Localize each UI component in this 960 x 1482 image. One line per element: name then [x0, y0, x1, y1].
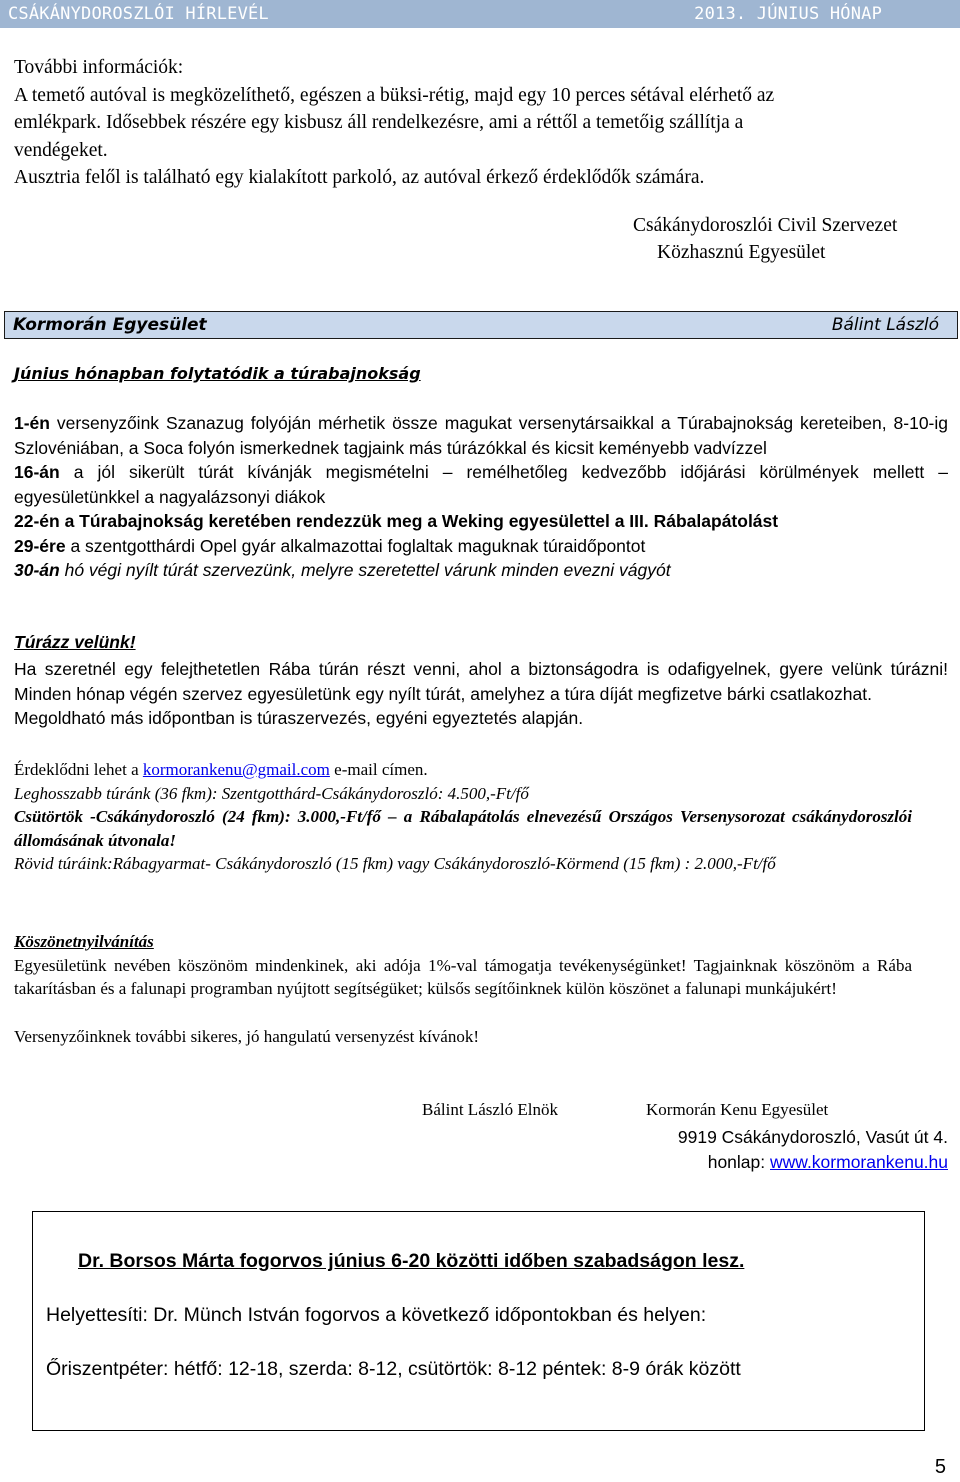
civil-org-signature-2: Közhasznú Egyesület: [657, 242, 826, 263]
newsletter-issue-date: 2013. JÚNIUS HÓNAP: [694, 4, 882, 24]
intro-line: Ausztria felől is található egy kialakított parkoló, az autóval érkező érdeklődők számára.: [14, 167, 705, 188]
schedule-item: 1-én versenyzőink Szanazug folyóján mérhetik össze magukat versenytársaikkal a Túrabajnokság kereteiben, 8-10-ig Szlovéniában, a Soca folyón ismerkednek tagjaink más túrázókkal és kicsit keményebb vadvízzel: [14, 413, 948, 458]
schedule-item: 29-ére a szentgotthárdi Opel gyár alkalmazottai foglaltak maguknak túraidőpontot: [14, 535, 646, 556]
signer-address: 9919 Csákánydoroszló, Vasút út 4.: [677, 1127, 948, 1147]
call-to-action: Túrázz velünk!: [14, 632, 136, 652]
thanks-paragraph: Egyesületünk nevében köszönöm mindenkinek, aki adója 1%-val támogatja tevékenységünket! Tagjainknak köszönöm a Rába takarításban és a falunapi programban nyújtott segítségüket; külsős segítőinknek külön köszönet a falunapi munkájukért!: [14, 955, 912, 998]
section-author: Bálint László: [831, 315, 939, 335]
newsletter-header: [0, 0, 960, 28]
thanks-heading: Köszönetnyilvánítás: [14, 932, 154, 951]
notice-title: Dr. Borsos Márta fogorvos június 6-20 közötti időben szabadságon lesz.: [78, 1250, 745, 1272]
newsletter-title: CSÁKÁNYDOROSZLÓI HÍRLEVÉL: [8, 4, 269, 24]
tour-thursday: Csütörtök -Csákánydoroszló (24 fkm): 3.000,-Ft/fő – a Rábalapátolás elnevezésű Országos Versenysorozat csákánydoroszlói állomásának útvonala!: [14, 807, 912, 850]
signer-name: Bálint László Elnök: [422, 1100, 558, 1119]
email-link[interactable]: kormorankenu@gmail.com: [142, 760, 330, 779]
section-title: Kormorán Egyesület: [13, 315, 207, 335]
notice-substitute: Helyettesíti: Dr. Münch István fogorvos a következő időpontokban és helyen:: [46, 1304, 707, 1326]
intro-line: emlékpark. Idősebbek részére egy kisbusz áll rendelkezésre, ami a réttől a temetőig szállítja a: [14, 112, 744, 133]
website-link[interactable]: www.kormorankenu.hu: [770, 1151, 948, 1172]
website-line: honlap: www.kormorankenu.hu: [707, 1151, 948, 1172]
civil-org-signature-1: Csákánydoroszlói Civil Szervezet: [633, 215, 898, 236]
intro-line: vendégeket.: [14, 139, 108, 161]
schedule-item: 16-án a jól sikerült túrát kívánják megismételni – remélhetőleg kedvezőbb időjárási körülmények mellett – egyesületünkkel a nagyalázsonyi diákok: [14, 462, 948, 507]
article-subheading: Június hónapban folytatódik a túrabajnokság: [14, 364, 421, 383]
intro-info: [14, 54, 944, 192]
page-number: 5: [934, 1456, 946, 1478]
signer-address-block: [678, 1125, 948, 1174]
dentist-notice-box: [32, 1211, 925, 1431]
closing-wish: Versenyzőinknek további sikeres, jó hangulatú versenyzést kívánok!: [14, 1026, 480, 1046]
invite-block: [14, 657, 948, 731]
contact-and-tours: [14, 758, 912, 876]
invite-paragraph: Ha szeretnél egy felejthetetlen Rába túrán részt venni, ahol a biztonságodra is odafigyelnek, gyere velünk túrázni! Minden hónap végén szervez egyesületünk egy nyílt túrát, amelyhez a túra díját megfizetve bárki csatlakozhat.: [14, 659, 948, 704]
schedule-block: [14, 411, 948, 583]
intro-line: A temető autóval is megközelíthető, egészen a büksi-rétig, majd egy 10 perces sétával elérhető az: [14, 84, 775, 106]
invite-paragraph: Megoldható más időpontban is túraszervezés, egyéni egyeztetés alapján.: [14, 708, 584, 728]
schedule-item: 30-án hó végi nyílt túrát szervezünk, melyre szeretettel várunk minden evezni vágyót: [14, 560, 671, 580]
contact-line: Érdeklődni lehet a kormorankenu@gmail.com e-mail címen.: [14, 760, 428, 779]
schedule-item: 22-én a Túrabajnokság keretében rendezzük meg a Weking egyesülettel a III. Rábalapátolást: [14, 511, 779, 531]
signer-org: Kormorán Kenu Egyesület: [646, 1100, 829, 1119]
notice-schedule: Őriszentpéter: hétfő: 12-18, szerda: 8-12, csütörtök: 8-12 péntek: 8-9 órák között: [46, 1358, 741, 1380]
tour-longest: Leghosszabb túránk (36 fkm): Szentgotthárd-Csákánydoroszló: 4.500,-Ft/fő: [14, 783, 529, 803]
section-bar: [4, 311, 958, 339]
intro-line: További információk:: [14, 57, 184, 78]
thanks-section: [14, 930, 912, 1048]
tour-short: Rövid túráink:Rábagyarmat- Csákánydoroszló (15 fkm) vagy Csákánydoroszló-Körmend (15 fkm) : 2.000,-Ft/fő: [14, 854, 776, 873]
